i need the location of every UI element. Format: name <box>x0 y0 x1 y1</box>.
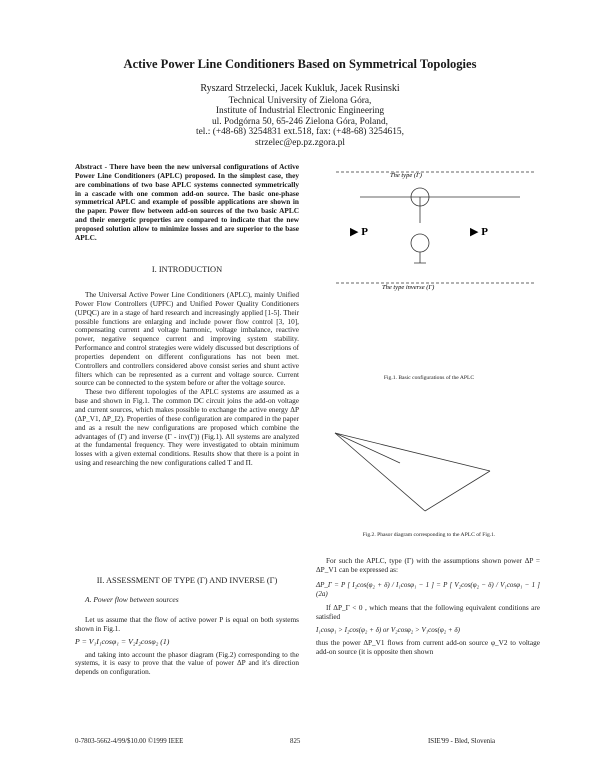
affiliation-phone: tel.: (+48-68) 3254831 ext.518, fax: (+48-68) 3254615, <box>196 127 404 138</box>
sec2-paragraph-1: Let us assume that the flow of active power P is equal on both systems shown in Fig.1. <box>75 616 299 633</box>
footer-copyright: 0-7803-5662-4/99/$10.00 ©1999 IEEE <box>75 738 184 745</box>
figure-1-caption: Fig.1. Basic configurations of the APLC <box>383 375 475 381</box>
phasor-v2 <box>335 433 425 511</box>
figure-1 <box>320 163 538 303</box>
right-paragraph-3: thus the power ΔP_V1 flows from current add-on source φ_V2 to voltage add-on source (it is opposite then shown <box>316 638 540 656</box>
sec2-column <box>75 616 299 677</box>
figure-1-diagram <box>320 163 538 303</box>
section-1-heading: I. INTRODUCTION <box>151 265 223 274</box>
affiliation-university: Technical University of Zielona Góra, <box>228 95 372 106</box>
fig1-label-top: The type (Γ) <box>390 172 422 179</box>
page-number: 825 <box>290 738 301 745</box>
paper-title: Active Power Line Conditioners Based on Symmetrical Topologies <box>123 57 477 71</box>
p-arrow-left: ▶ P <box>350 226 368 238</box>
equation-2: ΔP_Γ = P [ I₂cos(φ₂ + δ) / I₁cosφ₁ − 1 ] = P [ V₂cos(φ₂ − δ) / V₁cosφ₁ − 1 ] (2a) <box>316 580 540 598</box>
equation-3: I₁cosφ₁ > I₂cos(φ₂ + δ) or V₂cosφ₂ > V₁cos(φ₂ + δ) <box>316 626 460 635</box>
section-2-heading: II. ASSESSMENT OF TYPE (Γ) AND INVERSE (Γ) <box>96 576 278 585</box>
affiliation-address: ul. Podgórna 50, 65-246 Zielona Góra, Poland, <box>211 116 388 127</box>
abstract: Abstract - There have been the new universal configurations of Active Power Line Conditioners (APLC) proposed. In the simplest case, they are combinations of two base APLC systems connected symmetrically in a cascade with one common add-on source. The basic one-phase symmetrical APLC and example of possible applications are shown in the paper. Power flow between add-on sources of the two basic APLC and their energetic properties are compared to indicate that the new proposed solution allow to minimize losses and are superior to the base APLC. <box>75 162 299 242</box>
sec2-paragraph-2: and taking into account the phasor diagram (Fig.2) corresponding to the systems, it is easy to prove that the value of power ΔP and it's direction depends on configuration. <box>75 650 299 677</box>
affiliation-institute: Institute of Industrial Electronic Engineering <box>215 106 385 117</box>
fig1-label-bottom: The type inverse (Γ) <box>382 284 435 291</box>
right-paragraph-2: If ΔP_Γ < 0 , which means that the following equivalent conditions are satisfied <box>316 604 540 622</box>
right-column <box>316 557 540 657</box>
intro-column <box>75 291 299 468</box>
subsection-a-heading: A. Power flow between sources <box>85 595 179 604</box>
figure-2 <box>330 423 540 529</box>
right-paragraph-1: For such the APLC, type (Γ) with the assumptions shown power ΔP = ΔP_V1 can be expressed as: <box>316 557 540 574</box>
author-names: Ryszard Strzelecki, Jacek Kukluk, Jacek Rusinski <box>200 83 400 94</box>
author-block <box>0 84 600 149</box>
figure-2-caption: Fig.2. Phasor diagram corresponding to the APLC of Fig.1. <box>362 532 496 538</box>
intro-paragraph-2: These two different topologies of the APLC systems are assumed as a base and shown in Fig.1. The common DC circuit joins the add-on voltage and current sources, which makes possible to exchange the active energy ΔP (ΔP_V1, ΔP_I2). Properties of these configuration are compared in the paper and as a result the new configurations are proposed which combine the advantages of (Γ) and inverse (Γ - inv(Γ)) (Fig.1). All systems are analyzed at the fundamental frequency. They were investigated to obtain minimum losses with a given external conditions. Results show that there is a point in using and researching the new configurations called T and Π. <box>75 388 299 468</box>
footer-conference: ISIE'99 - Bled, Slovenia <box>428 738 496 745</box>
current-source-icon <box>411 234 429 252</box>
phasor-delta-v <box>425 471 490 511</box>
ground-icon <box>414 252 426 263</box>
equation-1: P = V₁I₁cosφ₁ = V₂I₂cosφ₂ (1) <box>75 636 170 646</box>
phasor-v1 <box>335 433 490 471</box>
p-arrow-right: ▶ P <box>470 226 488 238</box>
intro-paragraph-1: The Universal Active Power Line Conditioners (APLC), mainly Unified Power Flow Controllers (UPFC) and Unified Power Quality Conditioners (UPQC) are in a stage of hard research and increasingly applied [1-5]. Their possible functions are enlarging and include power flow control [3, 10], compensating current and voltage harmonic, voltage imbalance, reactive power, negative sequence current and improving system stability. Performance and control strategies were widely discussed but descriptions of properties dependent on different configurations has not been met. Controllers and controllers considered above consist series and shunt active filters which can be represented as a current and voltage source. Current source can be connected to the system before or after the voltage source. <box>75 291 299 388</box>
affiliation-email: strzelec@ep.pz.zgora.pl <box>254 137 346 148</box>
